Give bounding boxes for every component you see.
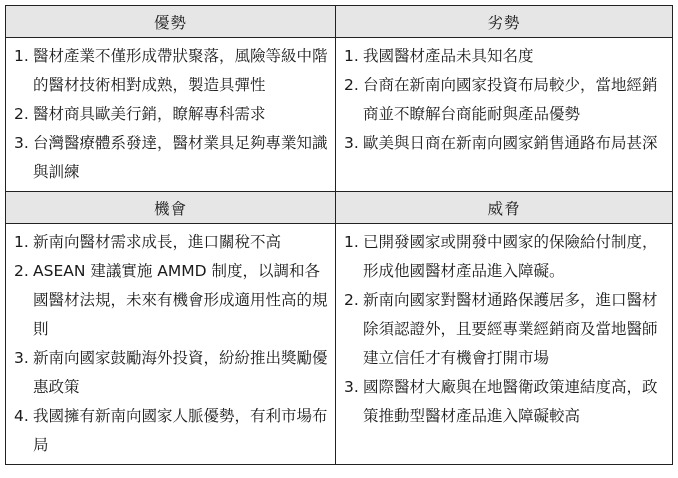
item-text: 台商在新南向國家投資布局較少，當地經銷商並不瞭解台商能耐與產品優勢: [363, 76, 658, 123]
item-text: 我國擁有新南向國家人脈優勢，有利市場布局: [33, 407, 328, 454]
item-number: 2.: [344, 291, 359, 309]
list-item: [344, 228, 666, 286]
weaknesses-list: [344, 42, 666, 158]
item-number: 2.: [14, 262, 29, 280]
list-item: [14, 257, 329, 344]
header-row-bottom: [6, 192, 673, 224]
item-text: 已開發國家或開發中國家的保險給付制度，形成他國醫材產品進入障礙。: [363, 233, 658, 280]
content-row-top: [6, 38, 673, 192]
item-number: 1.: [14, 233, 29, 251]
opportunities-cell: [6, 224, 336, 465]
item-text: 醫材商具歐美行銷，瞭解專科需求: [33, 105, 266, 123]
item-number: 2.: [14, 105, 29, 123]
item-text: 我國醫材產品未具知名度: [363, 47, 534, 65]
strengths-cell: [6, 38, 336, 192]
item-text: 台灣醫療體系發達，醫材業具足夠專業知識與訓練: [33, 134, 328, 181]
header-row-top: [6, 6, 673, 38]
item-text: ASEAN 建議實施 AMMD 制度，以調和各國醫材法規，未來有機會形成適用性高的規則: [33, 262, 328, 338]
item-text: 新南向醫材需求成長，進口關稅不高: [33, 233, 282, 251]
item-number: 3.: [14, 134, 29, 152]
weaknesses-cell: [336, 38, 673, 192]
list-item: [14, 344, 329, 402]
item-text: 國際醫材大廠與在地醫衛政策連結度高，政策推動型醫材產品進入障礙較高: [363, 378, 658, 425]
opportunities-header: 機會: [6, 192, 336, 224]
list-item: [344, 373, 666, 431]
item-number: 3.: [344, 134, 359, 152]
list-item: [344, 42, 666, 71]
item-number: 4.: [14, 407, 29, 425]
item-number: 3.: [14, 349, 29, 367]
threats-cell: [336, 224, 673, 465]
list-item: [14, 402, 329, 460]
item-text: 歐美與日商在新南向國家銷售通路布局甚深: [363, 134, 658, 152]
item-number: 3.: [344, 378, 359, 396]
item-number: 2.: [344, 76, 359, 94]
list-item: [344, 129, 666, 158]
item-number: 1.: [344, 233, 359, 251]
list-item: [14, 129, 329, 187]
content-row-bottom: [6, 224, 673, 465]
weaknesses-header: 劣勢: [336, 6, 673, 38]
item-number: 1.: [344, 47, 359, 65]
threats-header: 威脅: [336, 192, 673, 224]
item-text: 新南向國家鼓勵海外投資，紛紛推出獎勵優惠政策: [33, 349, 328, 396]
item-number: 1.: [14, 47, 29, 65]
opportunities-list: [14, 228, 329, 460]
item-text: 新南向國家對醫材通路保護居多，進口醫材除須認證外，且要經專業經銷商及當地醫師建立信任才有機會打開市場: [363, 291, 658, 367]
strengths-header: 優勢: [6, 6, 336, 38]
item-text: 醫材產業不僅形成帶狀聚落，風險等級中階的醫材技術相對成熟，製造具彈性: [33, 47, 328, 94]
list-item: [14, 228, 329, 257]
strengths-list: [14, 42, 329, 187]
list-item: [14, 100, 329, 129]
list-item: [344, 286, 666, 373]
swot-table: [5, 5, 673, 465]
list-item: [344, 71, 666, 129]
list-item: [14, 42, 329, 100]
threats-list: [344, 228, 666, 431]
